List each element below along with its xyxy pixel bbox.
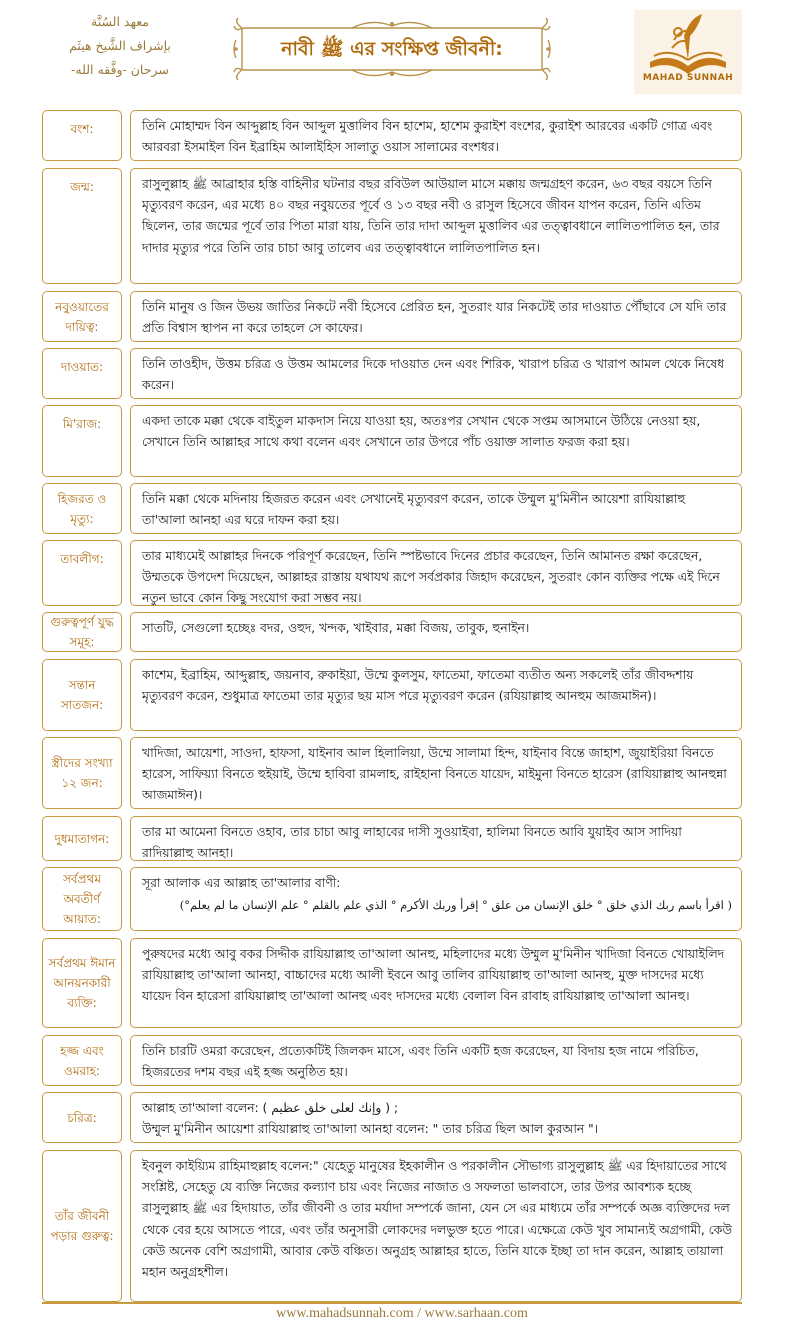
info-row [42,867,742,931]
row-content [130,659,742,731]
row-label: নবুওয়াতের দায়িত্ব: [42,291,122,342]
row-label: চরিত্র: [42,1092,122,1143]
page-title: নাবী ﷺ এর সংক্ষিপ্ত জীবনী: [281,38,503,60]
row-text: তার মা আমেনা বিনতে ওহাব, তার চাচা আবু লাহাবের দাসী সুওয়াইবা, হালিমা বিনতে আবি যুয়াইব আস সাদিয়া রাদিয়াল্লাহু আনহা। [142,825,682,861]
row-text: উম্মুল মু'মিনীন আয়েশা রাযিয়াল্লাহু তা'আলা আনহা বলেন: " তার চরিত্র ছিল আল কুরআন "। [142,1122,599,1137]
row-content [130,540,742,606]
info-row [42,612,742,652]
info-row [42,291,742,342]
info-row [42,168,742,284]
row-text: রাসুলুল্লাহ ﷺ আব্রাহার হস্তি বাহিনীর ঘটনার বছর রবিউল আউয়াল মাসে মক্কায় জন্মগ্রহণ করেন, ৬৩ বছর বয়সে তিনি মৃত্যুবরণ করেন, এর মধ্যে ৪০ বছর নবুয়তের পূর্বে ও ১৩ বছর নবী ও রাসুল হিসেবে জীবন যাপন করেন, তিনি এতিম ছিলেন, তার জন্মের পূর্বে তার পিতা মারা যায়, তিনি তার দাদা আব্দুল মুত্তালিব এর তত্ত্বাবধানে লালিতপালিত হন, তার দাদার মৃত্যুর পরে তিনি তার চাচা আবু তালেব এর তত্ত্বাবধানে লালিতপালিত হন। [142,177,720,255]
info-row [42,483,742,534]
logo-text: MAHAD SUNNAH [642,73,734,83]
row-text: আল্লাহ তা'আলা বলেন: ( وإنك لعلى خلق عظيم ) ; [142,1101,399,1115]
row-text: তিনি মক্কা থেকে মদিনায় হিজরত করেন এবং সেখানেই মৃত্যুবরণ করেন, তাকে উম্মুল মু'মিনীন আয়েশা রাযিয়াল্লাহু তা'আলা আনহা এর ঘরে দাফন করা হয়। [142,492,686,528]
row-text: তার মাধ্যমেই আল্লাহর দিনকে পরিপূর্ণ করেছেন, তিনি স্পষ্টভাবে দিনের প্রচার করেছেন, তিনি আমানত রক্ষা করেছেন, উম্মতকে উপদেশ দিয়েছেন, আল্লাহর রাস্তায় যথাযথ রূপে সর্বপ্রকার জিহাদ করেছেন, সুতরাং কোন ব্যক্তির পক্ষে এই দিনে নতুন ভাবে কোন কিছু সংযোগ করা সম্ভব নয়। [142,549,720,606]
row-text: তিনি মোহাম্মদ বিন আব্দুল্লাহ বিন আব্দুল মুত্তালিব বিন হাশেম, হাশেম কুরাইশ বংশের, কুরাইশ আরবের একটি গোত্র এবং আরবরা ইসমাইল বিন ইব্রাহিম আলাইহিস সালাতু ওয়াস সালামের বংশধর। [142,119,713,155]
row-label: হিজরত ও মৃত্যু: [42,483,122,534]
row-content [130,483,742,534]
page-header [0,0,804,100]
row-label: দুধমাতাগন: [42,816,122,861]
row-content [130,1092,742,1143]
row-text: ইবনুল কাইয়্যিম রাহিমাহুল্লাহ বলেন:" যেহেতু মানুষের ইহকালীন ও পরকালীন সৌভাগ্য রাসুলুল্লাহ ﷺ এর হিদায়াতের সাথে সংশ্লিষ্ট, সেহেতু যে ব্যক্তি নিজের কল্যাণ চায় এবং নিজের নাজাত ও সফলতা ভালবাসে, তার উপর আবশ্যক হচ্ছে রাসুলুল্লাহ ﷺ এর হিদায়াত, তাঁর জীবনী ও তার মর্যাদা সম্পর্কে জানা, যেন সে এর মাধ্যমে তাঁর সম্পর্কে অজ্ঞ ব্যক্তিদের দল থেকে বের হয়ে আসতে পারে, এবং তাঁর অনুসারী লোকদের দলভুক্ত হতে পারে। এক্ষেত্রে কেউ খুব সামান্যই অগ্রগামী, কেউ কেউ অনেক বেশি অগ্রগামী, আবার কেউ বঞ্চিত। অনুগ্রহ আল্লাহর হাতে, তিনি যাকে ইচ্ছা তা দান করেন, আল্লাহ তায়ালা মহান অনুগ্রহশীল। [142,1159,732,1280]
row-text: তিনি চারটি ওমরা করেছেন, প্রত্যেকটিই জিলকদ মাসে, এবং তিনি একটি হজ করেছেন, যা বিদায় হজ নামে পরিচিত, হিজরতের দশম বছর এই হজ্জ অনুষ্ঠিত হয়। [142,1044,699,1080]
row-text: তিনি তাওহীদ, উত্তম চরিত্র ও উত্তম আমলের দিকে দাওয়াত দেন এবং শিরিক, খারাপ চরিত্র ও খারাপ আমল থেকে নিষেধ করেন। [142,357,725,393]
row-label: মি'রাজ: [42,405,122,477]
row-label: দাওয়াত: [42,348,122,399]
row-text: সূরা আলাক এর আল্লাহ তা'আলার বাণী: [142,876,341,890]
row-text: তিনি মানুষ ও জিন উভয় জাতির নিকটে নবী হিসেবে প্রেরিত হন, সুতরাং যার নিকটেই তার দাওয়াত পৌঁছাবে সে যদি তার প্রতি বিশ্বাস স্থাপন না করে তাহলে সে কাফের। [142,300,727,336]
info-row [42,348,742,399]
institute-arabic-name [40,10,200,82]
row-content [130,110,742,161]
title-frame [232,18,552,80]
row-text: পুরুষদের মধ্যে আবু বকর সিদ্দীক রাযিয়াল্লাহু তা'আলা আনহু, মহিলাদের মধ্যে উম্মুল মু'মিনীন খাদিজা বিনতে খোয়াইলিদ রাযিয়াল্লাহু তা'আলা আনহা, বাচ্চাদের মধ্যে আলী ইবনে আবু তালিব রাযিয়াল্লাহু তা'আলা আনহু, মুক্ত দাসদের মধ্যে যায়েদ বিন হারেসা রাযিয়াল্লাহু তা'আলা আনহু এবং দাসদের মধ্যে বেলাল বিন রাবাহ রাযিয়াল্লাহু তা'আলা আনহু। [142,947,725,1004]
row-label: সর্বপ্রথম অবতীর্ণ আয়াত: [42,867,122,931]
row-label: স্ত্রীদের সংখ্যা ১২ জন: [42,737,122,809]
footer-divider [42,1302,742,1304]
info-row [42,938,742,1028]
row-content [130,737,742,809]
row-label: হজ্জ এবং ওমরাহ: [42,1035,122,1086]
info-row [42,816,742,861]
info-row [42,1092,742,1143]
row-text: একদা তাকে মক্কা থেকে বাইতুল মাকদাস নিয়ে যাওয়া হয়, অতঃপর সেখান থেকে সপ্তম আসমানে উঠিয়ে নেওয়া হয়, সেখানে তিনি আল্লাহর সাথে কথা বলেন এবং সেখানে তার উপরে পাঁচ ওয়াক্ত সালাত ফরজ করা হয়। [142,414,701,450]
row-content [130,168,742,284]
row-content [130,1035,742,1086]
row-content [130,816,742,861]
row-text: সাতটি, সেগুলো হচ্ছেঃ বদর, ওহুদ, খন্দক, খাইবার, মক্কা বিজয়, তাবুক, হুনাইন। [142,621,530,635]
footer-links[interactable]: www.mahadsunnah.com / www.sarhaan.com [276,1306,528,1321]
arabic-verse: ( اقرأ باسم ربك الذي خلق ° خلق الإنسان من علق ° إقرأ وربك الأكرم ° الذي علم بالقلم ° علم الإنسان ما لم يعلم°) [179,898,732,913]
row-content [130,348,742,399]
info-row [42,1035,742,1086]
row-label: সর্বপ্রথম ঈমান আনয়নকারী ব্যক্তি: [42,938,122,1028]
info-row [42,659,742,731]
row-content [130,612,742,652]
row-label: তাঁর জীবনী পড়ার গুরুত্ব: [42,1150,122,1302]
row-content [130,867,742,931]
row-content [130,938,742,1028]
row-label: গুরুত্বপূর্ণ যুদ্ধ সমূহ: [42,612,122,652]
row-label: তাবলীগ: [42,540,122,606]
info-row [42,1150,742,1302]
row-text: খাদিজা, আয়েশা, সাওদা, হাফসা, যাইনাব আল হিলালিয়া, উম্মে সালামা হিন্দ, যাইনাব বিন্তে জাহাশ, জুয়াইরিয়া বিনতে হারেস, সাফিয়্যা বিনতে হুইয়াই, উম্মে হাবিবা রামলাহ, রাইহানা বিনতে যায়েদ, মাইমুনা বিনতে হারেস (রাযিয়াল্লাহু আনহুন্না আজমাঈন)। [142,746,727,803]
row-content [130,1150,742,1302]
row-content [130,291,742,342]
row-text: কাশেম, ইব্রাহিম, আব্দুল্লাহ, জয়নাব, রুকাইয়া, উম্মে কুলসুম, ফাতেমা, ফাতেমা ব্যতীত অন্য সকলেই তাঁর জীবদ্দশায় মৃত্যুবরণ করেন, শুধুমাত্র ফাতেমা তার মৃত্যুর ছয় মাস পরে মৃত্যুবরণ করেন (রযিয়াল্লাহু আনহুম আজমাঈন)। [142,668,694,704]
arabic-line-1: معهد السُنَّة [91,14,149,29]
info-row [42,110,742,161]
info-row [42,540,742,606]
info-row [42,405,742,477]
arabic-line-2: بإشراف الشَّيخ هيثَم [69,38,171,53]
row-label: বংশ: [42,110,122,161]
row-label: জন্ম: [42,168,122,284]
row-content [130,405,742,477]
info-row [42,737,742,809]
mahad-sunnah-logo [634,10,742,94]
row-label: সন্তান সাতজন: [42,659,122,731]
arabic-line-3: سرحان -وفَّقه الله- [71,62,169,77]
